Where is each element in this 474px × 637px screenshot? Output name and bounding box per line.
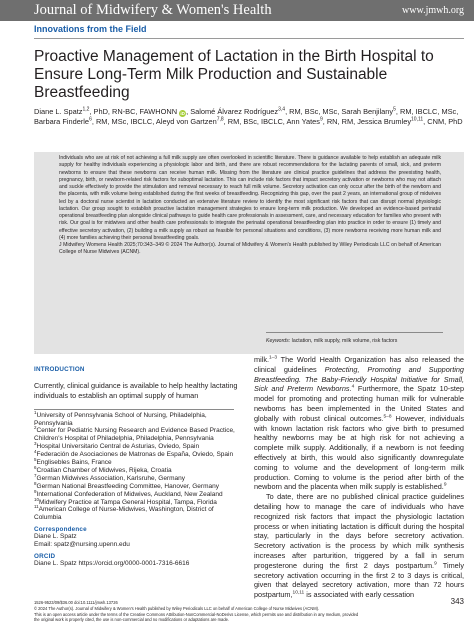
author-list: Diane L. Spatz$^{1,2}$, PhD, RN-BC, FAWHONN iD, Salomé Álvarez Rodríguez$^{3,4}$, RM, BSc, MSc, Sarah Benjilany$^5$, RM, IBCLC, MSc, Barbara Finderle$^6$, RM, MSc, IBCLC, Aleyd von Gartzen$^{7,8}$, RM, BSc, IBCLC, Ann Yates$^9$, RN, RM, Jessica Brumley$^{10,11}$, CNM, PhD — [34, 106, 463, 127]
footer-line: 1526-9523/09/$36.00 doi:10.1111/jmwh.13726 — [34, 600, 118, 605]
affiliation-text: Center for Pediatric Nursing Research and Evidence Based Practice, Children's Hospital of Philadelphia, Philadelphia, Pennsylvania — [34, 427, 235, 443]
affiliation-list — [34, 409, 240, 523]
copyright-footer — [34, 600, 464, 623]
keywords-line — [266, 338, 397, 344]
orcid-heading: ORCID — [34, 553, 56, 561]
page-number: 343 — [450, 597, 464, 606]
footer-line: This is an open access article under the terms of the Creative Commons Attribution-NonCommercial-NoDerivs License, which permits use and distribution in any medium, provided — [34, 611, 359, 617]
affiliations-divider — [34, 409, 234, 410]
affiliation-item — [34, 427, 240, 443]
affiliation-text: Hospital Universitario Central de Asturias, Oviedo, Spain — [36, 443, 200, 451]
right-column — [254, 355, 464, 600]
journal-name: Journal of Midwifery & Women's Health — [34, 2, 272, 18]
affiliation-item — [34, 448, 240, 459]
affiliation-number: 4 — [34, 448, 37, 454]
affiliation-item — [34, 464, 240, 475]
affiliation-number: 1 — [34, 409, 37, 415]
introduction-text: Currently, clinical guidance is available to help healthy lactating individuals to establish an optimal supply of human — [34, 381, 238, 400]
journal-url-link[interactable]: www.jmwh.org — [402, 5, 464, 16]
affiliation-text: International Confederation of Midwives, Auckland, New Zealand — [36, 490, 223, 498]
abstract-citation: J Midwifery Womens Health 2025;70:343–349 © 2024 The Author(s). Journal of Midwifery & Women's Health published by Wiley Periodicals LLC on behalf of American College of Nurse Midwives (ACNM). — [59, 242, 441, 256]
affiliation-number: 5 — [34, 456, 37, 462]
affiliation-number: 3 — [34, 441, 37, 447]
affiliation-number: 9 — [34, 488, 37, 494]
body-paragraph: milk.$^{1-3}$ The World Health Organization has also released the clinical guidelines Protecting, Promoting and Supporting Breastfeeding. The Baby-Friendly Hospital Initiative for Small, Sick and Preterm Newborns.$^4$ Furthermore, the Spatz 10-step model for promoting and protecting human milk for vulnerable newborns has been implemented in the United States and globally with robust clinical outcomes.$^{5-8}$ However, individuals with known lactation risk factors who give birth to presumed healthy newborns may be at high risk for not achieving a complete milk supply. Additionally, if a newborn is not feeding effectively at birth, this would also significantly downregulate coming to volume and the development of long-term milk production. Coming to volume is the period after birth of the newborn and the placenta when milk supply is established.$^9$ — [254, 355, 465, 492]
section-label: Innovations from the Field — [34, 24, 147, 34]
correspondence-heading: Correspondence — [34, 526, 87, 534]
affiliation-text: Englisebles Bains, France — [36, 459, 112, 467]
affiliation-text: German National Breastfeeding Committee, Hanover, Germany — [36, 482, 219, 490]
keywords-label: Keywords: — [266, 338, 291, 344]
affiliation-number: 2 — [34, 425, 37, 431]
section-divider — [34, 38, 464, 39]
orcid-link[interactable]: Diane L. Spatz https://orcid.org/0000-0001-7316-6616 — [34, 560, 190, 568]
affiliation-text: Croatian Chamber of Midwives, Rijeka, Croatia — [36, 466, 172, 474]
introduction-heading: INTRODUCTION — [34, 366, 85, 373]
abstract — [59, 155, 441, 257]
abstract-body: Individuals who are at risk of not achieving a full milk supply are often overlooked in scientific literature. There is guidance available to help establish an adequate milk supply for healthy individuals experiencing a physiologic labor and birth, and there are robust recommendations for the lactating parents of small, sick, and preterm newborns to ensure that these newborns can receive human milk. Missing from the literature are clinical practice guidelines that address the preexisting health, pregnancy, birth, or newborn-related risk factors for suboptimal lactation. This can include risk factors that impact secretory activation or newborns who may not attach and suckle effectively to provide the stimulation and removal necessary to reach full milk volume. Secretory activation can only occur after the birth of the newborn and the placenta, with milk volume being established during the first weeks of breastfeeding. Recognizing this gap, over the past 2 years, an international group of midwives led by a doctoral nurse scientist in lactation conducted an extensive literature review to identify the most significant risk factors that can disrupt normal physiologic lactation. Our group sought to establish proactive lactation management strategies to ensure long-term milk production. We developed an evidence-based perinatal operational breastfeeding plan alongside clinical pathways to guide health care professionals in assessment, care, and necessary education for families who present with risk. Our goal is for midwives and other health care professionals to integrate the perinatal operational breastfeeding plan into practice in order to ensure (1) timely and effective secretory activation, (2) building a milk supply as robust as feasible for personal situations and conditions, (3) more newborns receiving more human milk and (4) more families achieving their personal breastfeeding goals. — [59, 155, 441, 241]
affiliation-item — [34, 472, 240, 483]
affiliation-text: American College of Nurse-Midwives, Washington, District of Columbia — [34, 506, 214, 522]
affiliation-item — [34, 443, 240, 451]
affiliation-number: 7 — [34, 472, 37, 478]
affiliation-number: 8 — [34, 480, 37, 486]
article-title: Proactive Management of Lactation in the Birth Hospital to Ensure Long-Term Milk Production and Sustainable Breastfeeding — [34, 48, 434, 101]
keywords-divider — [266, 332, 443, 333]
affiliation-number: 10 — [34, 496, 40, 502]
affiliation-text: German Midwives Association, Karlsruhe, Germany — [36, 474, 185, 482]
footer-line: © 2024 The Author(s). Journal of Midwifery & Women's Health published by Wiley Periodicals LLC on behalf of American College of Nurse Midwives (ACNM). — [34, 605, 320, 611]
affiliation-item — [34, 456, 240, 467]
left-column — [34, 366, 240, 568]
affiliation-item — [34, 480, 240, 491]
footer-line: the original work is properly cited, the use is non-commercial and no modifications or adaptations are made. — [34, 617, 230, 623]
correspondence-name: Diane L. Spatz — [34, 533, 77, 541]
affiliation-item — [34, 409, 240, 431]
correspondence-email[interactable]: Email: spatz@nursing.upenn.edu — [34, 541, 130, 549]
affiliation-item — [34, 506, 240, 522]
affiliation-text: Midwifery Practice at Tampa General Hospital, Tampa, Florida — [39, 498, 217, 506]
affiliation-number: 6 — [34, 464, 37, 470]
affiliation-text: Federación de Asociaciones de Matronas de España, Oviedo, Spain — [36, 451, 234, 459]
affiliation-number: 11 — [34, 504, 39, 510]
affiliation-text: University of Pennsylvania School of Nursing, Philadelphia, Pennsylvania — [34, 411, 207, 427]
body-paragraph: To date, there are no published clinical practice guidelines detailing how to manage the care of individuals who have recognized risk factors that impact the physiologic lactation process or when initiating lactation is difficult during the hospital stay, particularly in the days before secretory activation. Secretory activation is the process by which milk synthesis increases after parturition, triggered by a fall in serum progesterone during the first 2 days postpartum.$^9$ Timely secretory activation occurring in the first 2 to 3 days is critical, given that delayed secretory activation, more than 72 hours postpartum,$^{10,11}$ is associated with early cessation — [254, 492, 464, 600]
orcid-icon[interactable]: iD — [180, 111, 185, 116]
keywords-values: lactation, milk supply, milk volume, risk factors — [291, 338, 398, 344]
